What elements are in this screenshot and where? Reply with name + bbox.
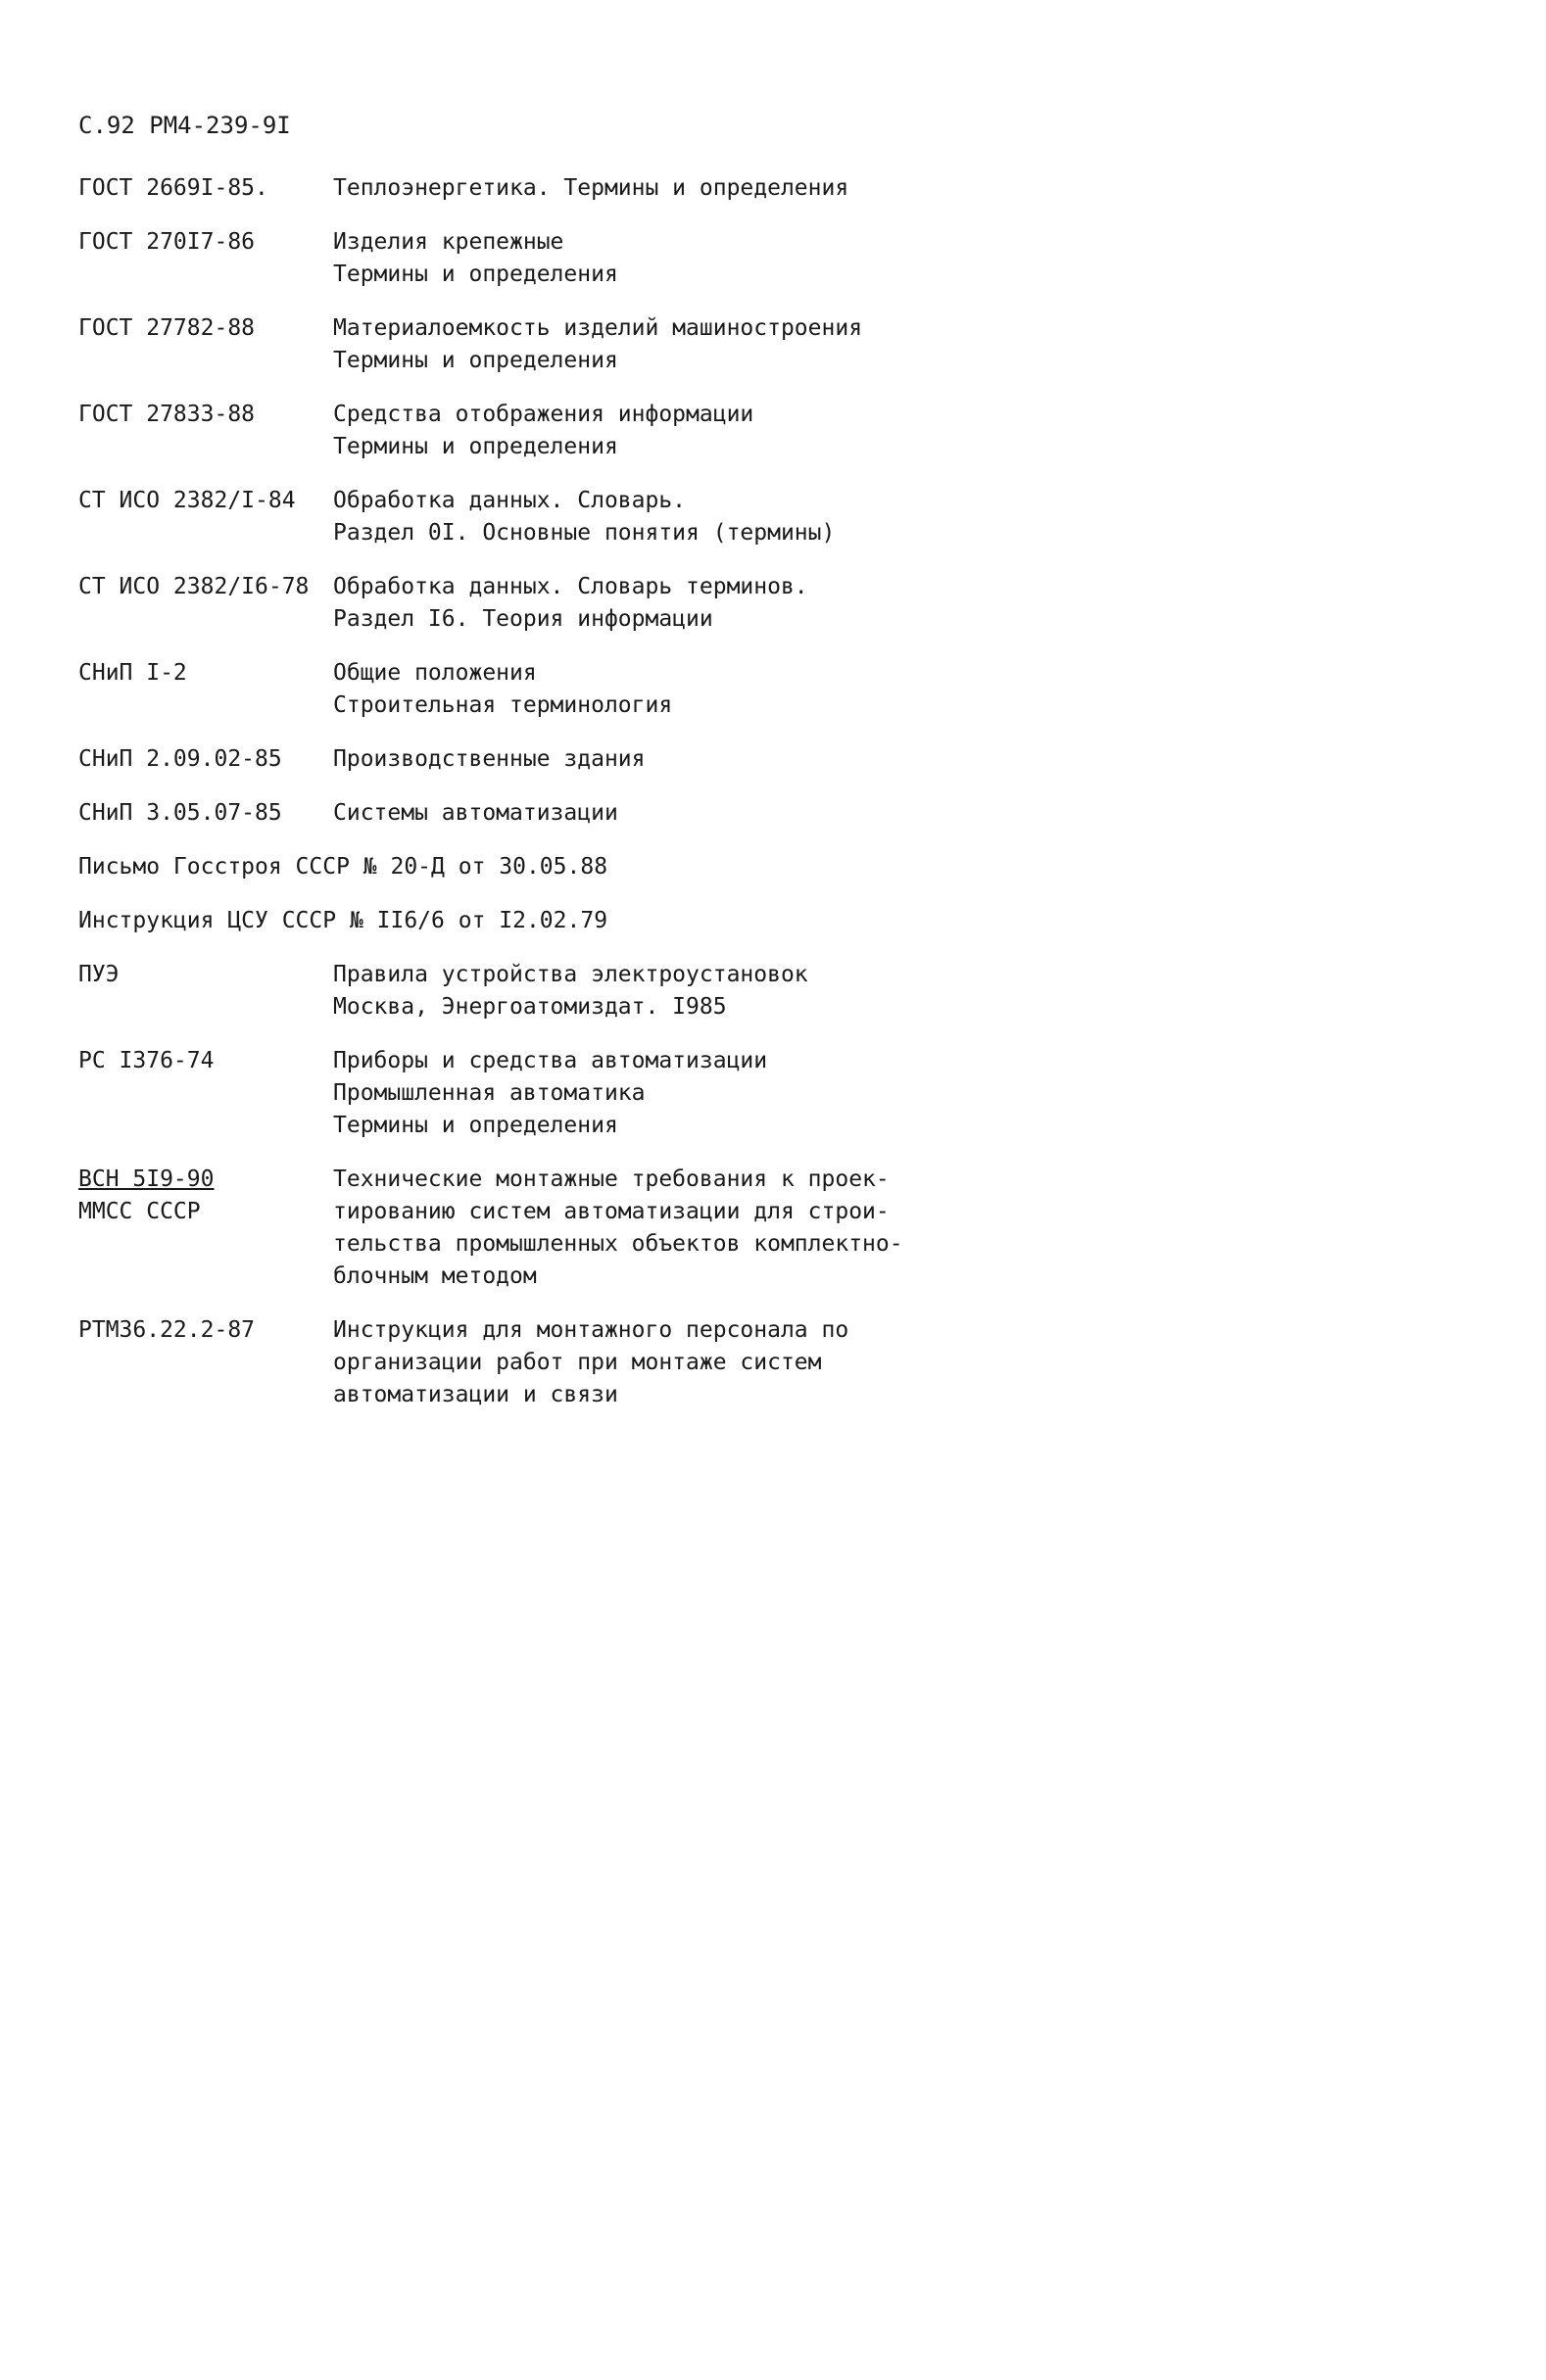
reference-description-line: Приборы и средства автоматизации (333, 1048, 768, 1073)
reference-code (78, 1164, 333, 1293)
reference-description (333, 226, 960, 291)
reference-code (78, 743, 333, 776)
reference-code (78, 959, 333, 1023)
reference-description (333, 743, 960, 776)
reference-description (333, 657, 960, 722)
reference-entry (78, 1314, 960, 1411)
reference-entry (78, 851, 960, 883)
reference-description-line: Обработка данных. Словарь терминов. (333, 574, 808, 599)
reference-description-line: организации работ при монтаже систем (333, 1350, 822, 1375)
reference-code (78, 172, 333, 205)
reference-full-line: Инструкция ЦСУ СССР № II6/6 от I2.02.79 (78, 908, 608, 933)
reference-description-line: Строительная терминология (333, 692, 673, 718)
reference-description-line: Москва, Энергоатомиздат. I985 (333, 994, 727, 1020)
reference-code-line: СНиП I-2 (78, 660, 187, 686)
reference-description-line: Обработка данных. Словарь. (333, 488, 687, 513)
reference-code (78, 226, 333, 291)
reference-code (78, 312, 333, 377)
reference-code-line: СНиП 3.05.07-85 (78, 800, 282, 826)
reference-description-line: Термины и определения (333, 1113, 618, 1138)
reference-description-line: Термины и определения (333, 262, 618, 287)
reference-description (333, 172, 960, 205)
reference-description-line: тельства промышленных объектов комплектно- (333, 1231, 903, 1257)
reference-description-line: Общие положения (333, 660, 537, 686)
reference-code-line: ММСС СССР (78, 1199, 201, 1224)
reference-code-line: ПУЭ (78, 962, 120, 987)
reference-entry (78, 959, 960, 1023)
reference-entry (78, 1045, 960, 1142)
reference-code-line: РТМ36.22.2-87 (78, 1317, 256, 1343)
reference-description (333, 571, 960, 636)
reference-description-line: Раздел I6. Теория информации (333, 606, 713, 632)
reference-description (333, 312, 960, 377)
reference-entry (78, 743, 960, 776)
reference-description-line: Изделия крепежные (333, 229, 564, 255)
reference-code-line: РС I376-74 (78, 1048, 215, 1073)
reference-description-line: Термины и определения (333, 348, 618, 373)
reference-description-line: Раздел 0I. Основные понятия (термины) (333, 520, 836, 546)
reference-code-line: СТ ИСО 2382/I6-78 (78, 574, 310, 599)
page-header: С.92 РМ4-239-9I (78, 112, 291, 139)
reference-code-line: СНиП 2.09.02-85 (78, 746, 282, 772)
reference-description-line: Промышленная автоматика (333, 1080, 646, 1106)
reference-code (78, 485, 333, 549)
reference-description-line: Технические монтажные требования к проек- (333, 1166, 890, 1192)
reference-description-line: Термины и определения (333, 434, 618, 459)
reference-code-line: ГОСТ 270I7-86 (78, 229, 256, 255)
reference-description-line: Материалоемкость изделий машиностроения (333, 315, 863, 341)
reference-description-line: блочным методом (333, 1263, 537, 1289)
reference-description-line: Средства отображения информации (333, 402, 754, 427)
reference-full-line: Письмо Госстроя СССР № 20-Д от 30.05.88 (78, 854, 608, 880)
reference-entry (78, 905, 960, 937)
reference-code-line: ГОСТ 2669I-85. (78, 175, 268, 201)
reference-description (333, 959, 960, 1023)
reference-code-line: ГОСТ 27833-88 (78, 402, 256, 427)
reference-description (333, 797, 960, 830)
reference-entry (78, 797, 960, 830)
reference-entry (78, 1164, 960, 1293)
reference-description-line: Производственные здания (333, 746, 646, 772)
reference-description (333, 1045, 960, 1142)
reference-description (333, 485, 960, 549)
reference-description-line: Правила устройства электроустановок (333, 962, 808, 987)
reference-code (78, 1314, 333, 1411)
reference-description (333, 1314, 960, 1411)
reference-entry (78, 312, 960, 377)
reference-description-line: Теплоэнергетика. Термины и определения (333, 175, 849, 201)
reference-code-line: ВСН 5I9-90 (78, 1166, 215, 1192)
reference-code (78, 571, 333, 636)
reference-entry (78, 399, 960, 463)
reference-description-line: Инструкция для монтажного персонала по (333, 1317, 849, 1343)
reference-entry (78, 172, 960, 205)
reference-entry (78, 571, 960, 636)
reference-description (333, 1164, 960, 1293)
reference-code (78, 399, 333, 463)
reference-code-line: ГОСТ 27782-88 (78, 315, 256, 341)
reference-entry (78, 657, 960, 722)
document-page (0, 0, 1003, 1543)
reference-description-line: Системы автоматизации (333, 800, 618, 826)
reference-code (78, 797, 333, 830)
reference-description-line: тированию систем автоматизации для строи- (333, 1199, 890, 1224)
reference-entry (78, 226, 960, 291)
reference-code (78, 657, 333, 722)
reference-code (78, 1045, 333, 1142)
reference-list (78, 172, 960, 1433)
reference-description (333, 399, 960, 463)
reference-entry (78, 485, 960, 549)
reference-description-line: автоматизации и связи (333, 1382, 618, 1407)
reference-code-line: СТ ИСО 2382/I-84 (78, 488, 296, 513)
